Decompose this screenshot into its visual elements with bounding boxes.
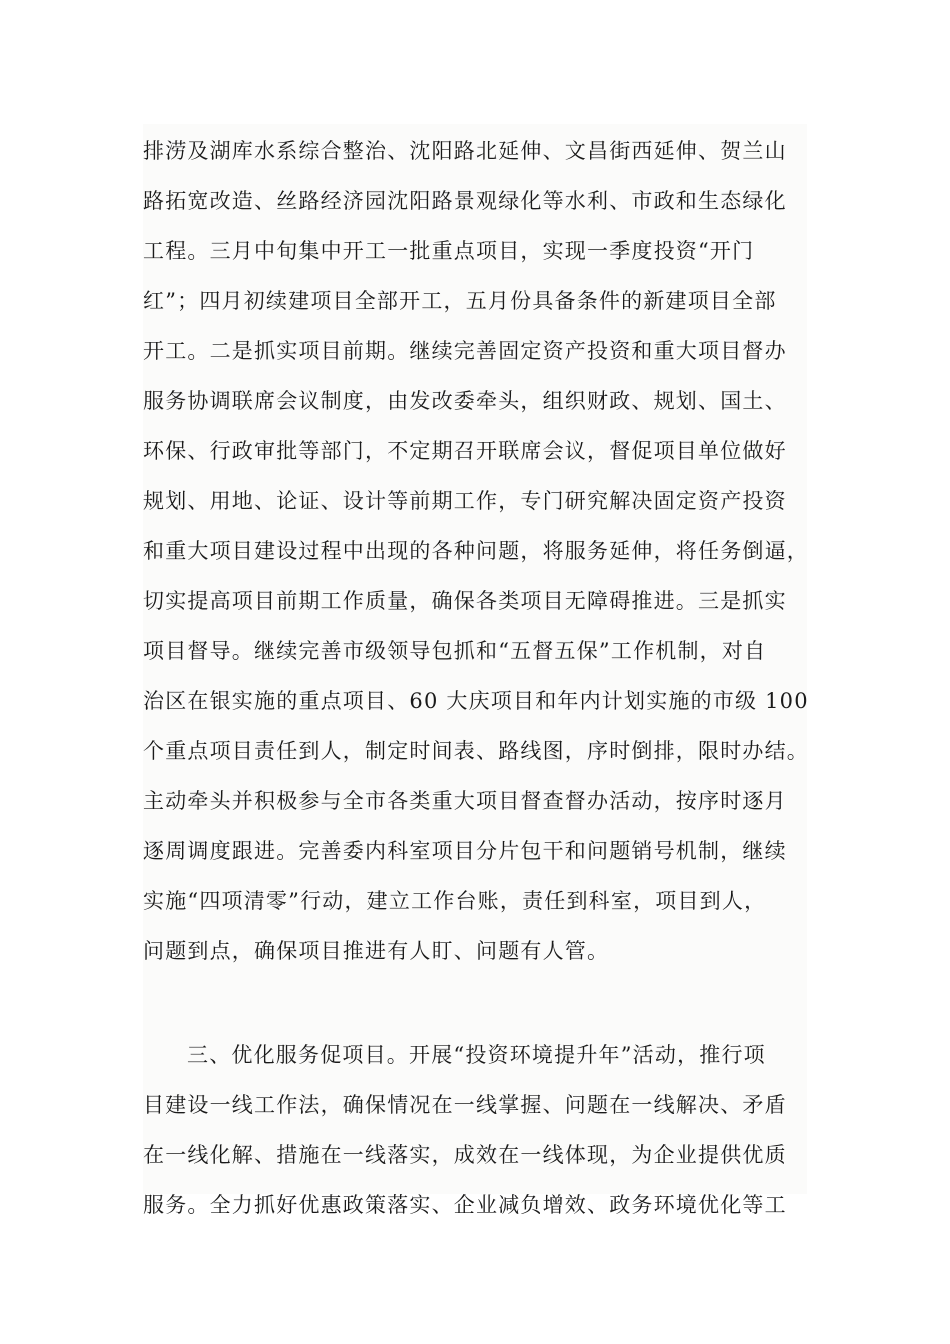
text-line: 主动牵头并积极参与全市各类重大项目督查督办活动，按序时逐月 [143, 789, 787, 813]
text-line: 实施“四项清零”行动，建立工作台账，责任到科室，项目到人， [143, 889, 767, 913]
text-line: 路拓宽改造、丝路经济园沈阳路景观绿化等水利、市政和生态绿化 [143, 189, 787, 213]
paragraph-1 [143, 126, 807, 976]
text-line: 开工。二是抓实项目前期。继续完善固定资产投资和重大项目督办 [143, 339, 787, 363]
text-line: 工程。三月中旬集中开工一批重点项目，实现一季度投资“开门 [143, 239, 755, 263]
text-line: 在一线化解、措施在一线落实，成效在一线体现，为企业提供优质 [143, 1143, 787, 1167]
text-line: 逐周调度跟进。完善委内科室项目分片包干和问题销号机制，继续 [143, 839, 787, 863]
text-line: 个重点项目责任到人，制定时间表、路线图，序时倒排，限时办结。 [143, 739, 809, 763]
text-block [143, 124, 809, 1217]
text-line: 服务协调联席会议制度，由发改委牵头，组织财政、规划、国土、 [143, 389, 787, 413]
paragraph-2 [143, 1030, 807, 1230]
text-line: 三、优化服务促项目。开展“投资环境提升年”活动，推行项 [187, 1043, 766, 1067]
text-line: 切实提高项目前期工作质量，确保各类项目无障碍推进。三是抓实 [143, 589, 787, 613]
text-line: 项目督导。继续完善市级领导包抓和“五督五保”工作机制，对自 [143, 639, 767, 663]
text-line: 服务。全力抓好优惠政策落实、企业减负增效、政务环境优化等工 [143, 1193, 787, 1217]
text-line: 治区在银实施的重点项目、60 大庆项目和年内计划实施的市级 100 [143, 689, 809, 713]
text-line: 目建设一线工作法，确保情况在一线掌握、问题在一线解决、矛盾 [143, 1093, 787, 1117]
text-line: 排涝及湖库水系综合整治、沈阳路北延伸、文昌街西延伸、贺兰山 [143, 139, 787, 163]
text-line: 环保、行政审批等部门，不定期召开联席会议，督促项目单位做好 [143, 439, 787, 463]
text-line: 问题到点，确保项目推进有人盯、问题有人管。 [143, 939, 610, 963]
text-line: 规划、用地、论证、设计等前期工作，专门研究解决固定资产投资 [143, 489, 787, 513]
text-line: 和重大项目建设过程中出现的各种问题，将服务延伸，将任务倒逼， [143, 539, 809, 563]
text-line: 红”；四月初续建项目全部开工，五月份具备条件的新建项目全部 [143, 289, 777, 313]
